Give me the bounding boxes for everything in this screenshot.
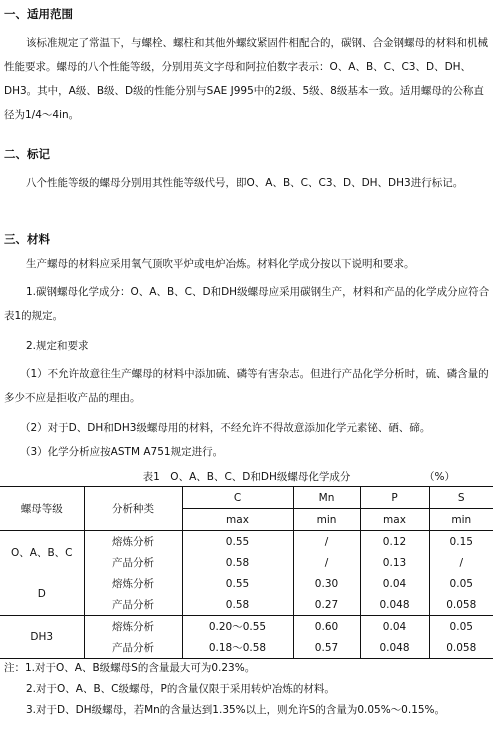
analysis-cell: 产品分析 bbox=[84, 552, 182, 573]
requirement-3: （3）化学分析应按ASTM A751规定进行。 bbox=[20, 446, 224, 458]
grade-cell: O、A、B、C bbox=[11, 546, 73, 559]
table-caption bbox=[0, 469, 493, 484]
value-cell: 0.20～0.55 bbox=[182, 616, 293, 638]
table-row bbox=[0, 616, 493, 638]
value-cell: 0.048 bbox=[360, 637, 429, 659]
table-notes bbox=[4, 658, 445, 721]
chemical-composition-table bbox=[0, 486, 493, 659]
analysis-cell: 产品分析 bbox=[84, 637, 182, 659]
analysis-cell: 产品分析 bbox=[84, 594, 182, 616]
note-2: 2.对于O、A、B、C级螺母，P的含量仅限于采用转炉冶炼的材料。 bbox=[26, 683, 335, 695]
note-1: 注：1.对于O、A、B级螺母S的含量最大可为0.23%。 bbox=[4, 662, 256, 674]
sub-p: max bbox=[360, 509, 429, 531]
header-c: C bbox=[182, 487, 293, 509]
sub-mn: min bbox=[293, 509, 360, 531]
header-p: P bbox=[360, 487, 429, 509]
value-cell: 0.04 bbox=[360, 573, 429, 594]
analysis-cell: 熔炼分析 bbox=[84, 531, 182, 553]
value-cell: 0.60 bbox=[293, 616, 360, 638]
scope-paragraph: 该标准规定了常温下，与螺栓、螺柱和其他外螺纹紧固件相配合的，碳钢、合金钢螺母的材料和机械性能要求。螺母的八个性能等级，分别用英文字母和阿拉伯数字表示：O、A、B、C、C3、D、DH、DH3。其中，A级、B级、D级的性能分别与SAE J995中的2级、5级、8级基本一致。适用螺母的公称直径为1/4～4in。 bbox=[4, 37, 488, 121]
table-row bbox=[0, 573, 493, 594]
section-heading-material: 三、材料 bbox=[4, 232, 50, 246]
value-cell: 0.27 bbox=[293, 594, 360, 616]
value-cell: 0.30 bbox=[293, 573, 360, 594]
value-cell: 0.58 bbox=[182, 552, 293, 573]
value-cell: 0.048 bbox=[360, 594, 429, 616]
value-cell: 0.058 bbox=[429, 637, 493, 659]
value-cell: 0.58 bbox=[182, 594, 293, 616]
section-heading-marking: 二、标记 bbox=[4, 147, 50, 161]
analysis-cell: 熔炼分析 bbox=[84, 616, 182, 638]
value-cell: 0.05 bbox=[429, 573, 493, 594]
table-row bbox=[0, 531, 493, 553]
value-cell: 0.05 bbox=[429, 616, 493, 638]
value-cell: / bbox=[429, 552, 493, 573]
value-cell: 0.13 bbox=[360, 552, 429, 573]
requirement-2: （2）对于D、DH和DH3级螺母用的材料，不经允许不得故意添加化学元素铋、硒、碲。 bbox=[20, 422, 431, 434]
value-cell: / bbox=[293, 531, 360, 553]
value-cell: 0.15 bbox=[429, 531, 493, 553]
value-cell: 0.57 bbox=[293, 637, 360, 659]
value-cell: 0.18～0.58 bbox=[182, 637, 293, 659]
table-unit: （%） bbox=[424, 471, 455, 483]
section-heading-scope: 一、适用范围 bbox=[4, 7, 73, 21]
material-paragraph: 生产螺母的材料应采用氧气顶吹平炉或电炉冶炼。材料化学成分按以下说明和要求。 bbox=[26, 258, 415, 270]
note-3: 3.对于D、DH级螺母，若Mn的含量达到1.35%以上，则允许S的含量为0.05%～0.15%。 bbox=[26, 704, 446, 716]
grade-cell: D bbox=[37, 588, 46, 600]
value-cell: 0.55 bbox=[182, 531, 293, 553]
header-mn: Mn bbox=[293, 487, 360, 509]
table-title: 表1 O、A、B、C、D和DH级螺母化学成分 bbox=[142, 471, 351, 483]
chem-comp-paragraph: 1.碳钢螺母化学成分：O、A、B、C、D和DH级螺母应采用碳钢生产，材料和产品的化学成分应符合表1的规定。 bbox=[4, 286, 490, 322]
requirements-heading: 2.规定和要求 bbox=[26, 340, 89, 352]
header-grade: 螺母等级 bbox=[0, 487, 84, 531]
grade-cell: DH3 bbox=[0, 616, 84, 659]
value-cell: 0.55 bbox=[182, 573, 293, 594]
value-cell: / bbox=[293, 552, 360, 573]
requirement-1: （1）不允许故意往生产螺母的材料中添加硫、磷等有害杂志。但进行产品化学分析时，硫、磷含量的多少不应是拒收产品的理由。 bbox=[4, 368, 489, 404]
marking-paragraph: 八个性能等级的螺母分别用其性能等级代号，即O、A、B、C、C3、D、DH、DH3进行标记。 bbox=[26, 177, 464, 189]
value-cell: 0.12 bbox=[360, 531, 429, 553]
value-cell: 0.04 bbox=[360, 616, 429, 638]
header-s: S bbox=[429, 487, 493, 509]
value-cell: 0.058 bbox=[429, 594, 493, 616]
header-analysis: 分析种类 bbox=[84, 487, 182, 531]
sub-c: max bbox=[182, 509, 293, 531]
sub-s: min bbox=[429, 509, 493, 531]
analysis-cell: 熔炼分析 bbox=[84, 573, 182, 594]
